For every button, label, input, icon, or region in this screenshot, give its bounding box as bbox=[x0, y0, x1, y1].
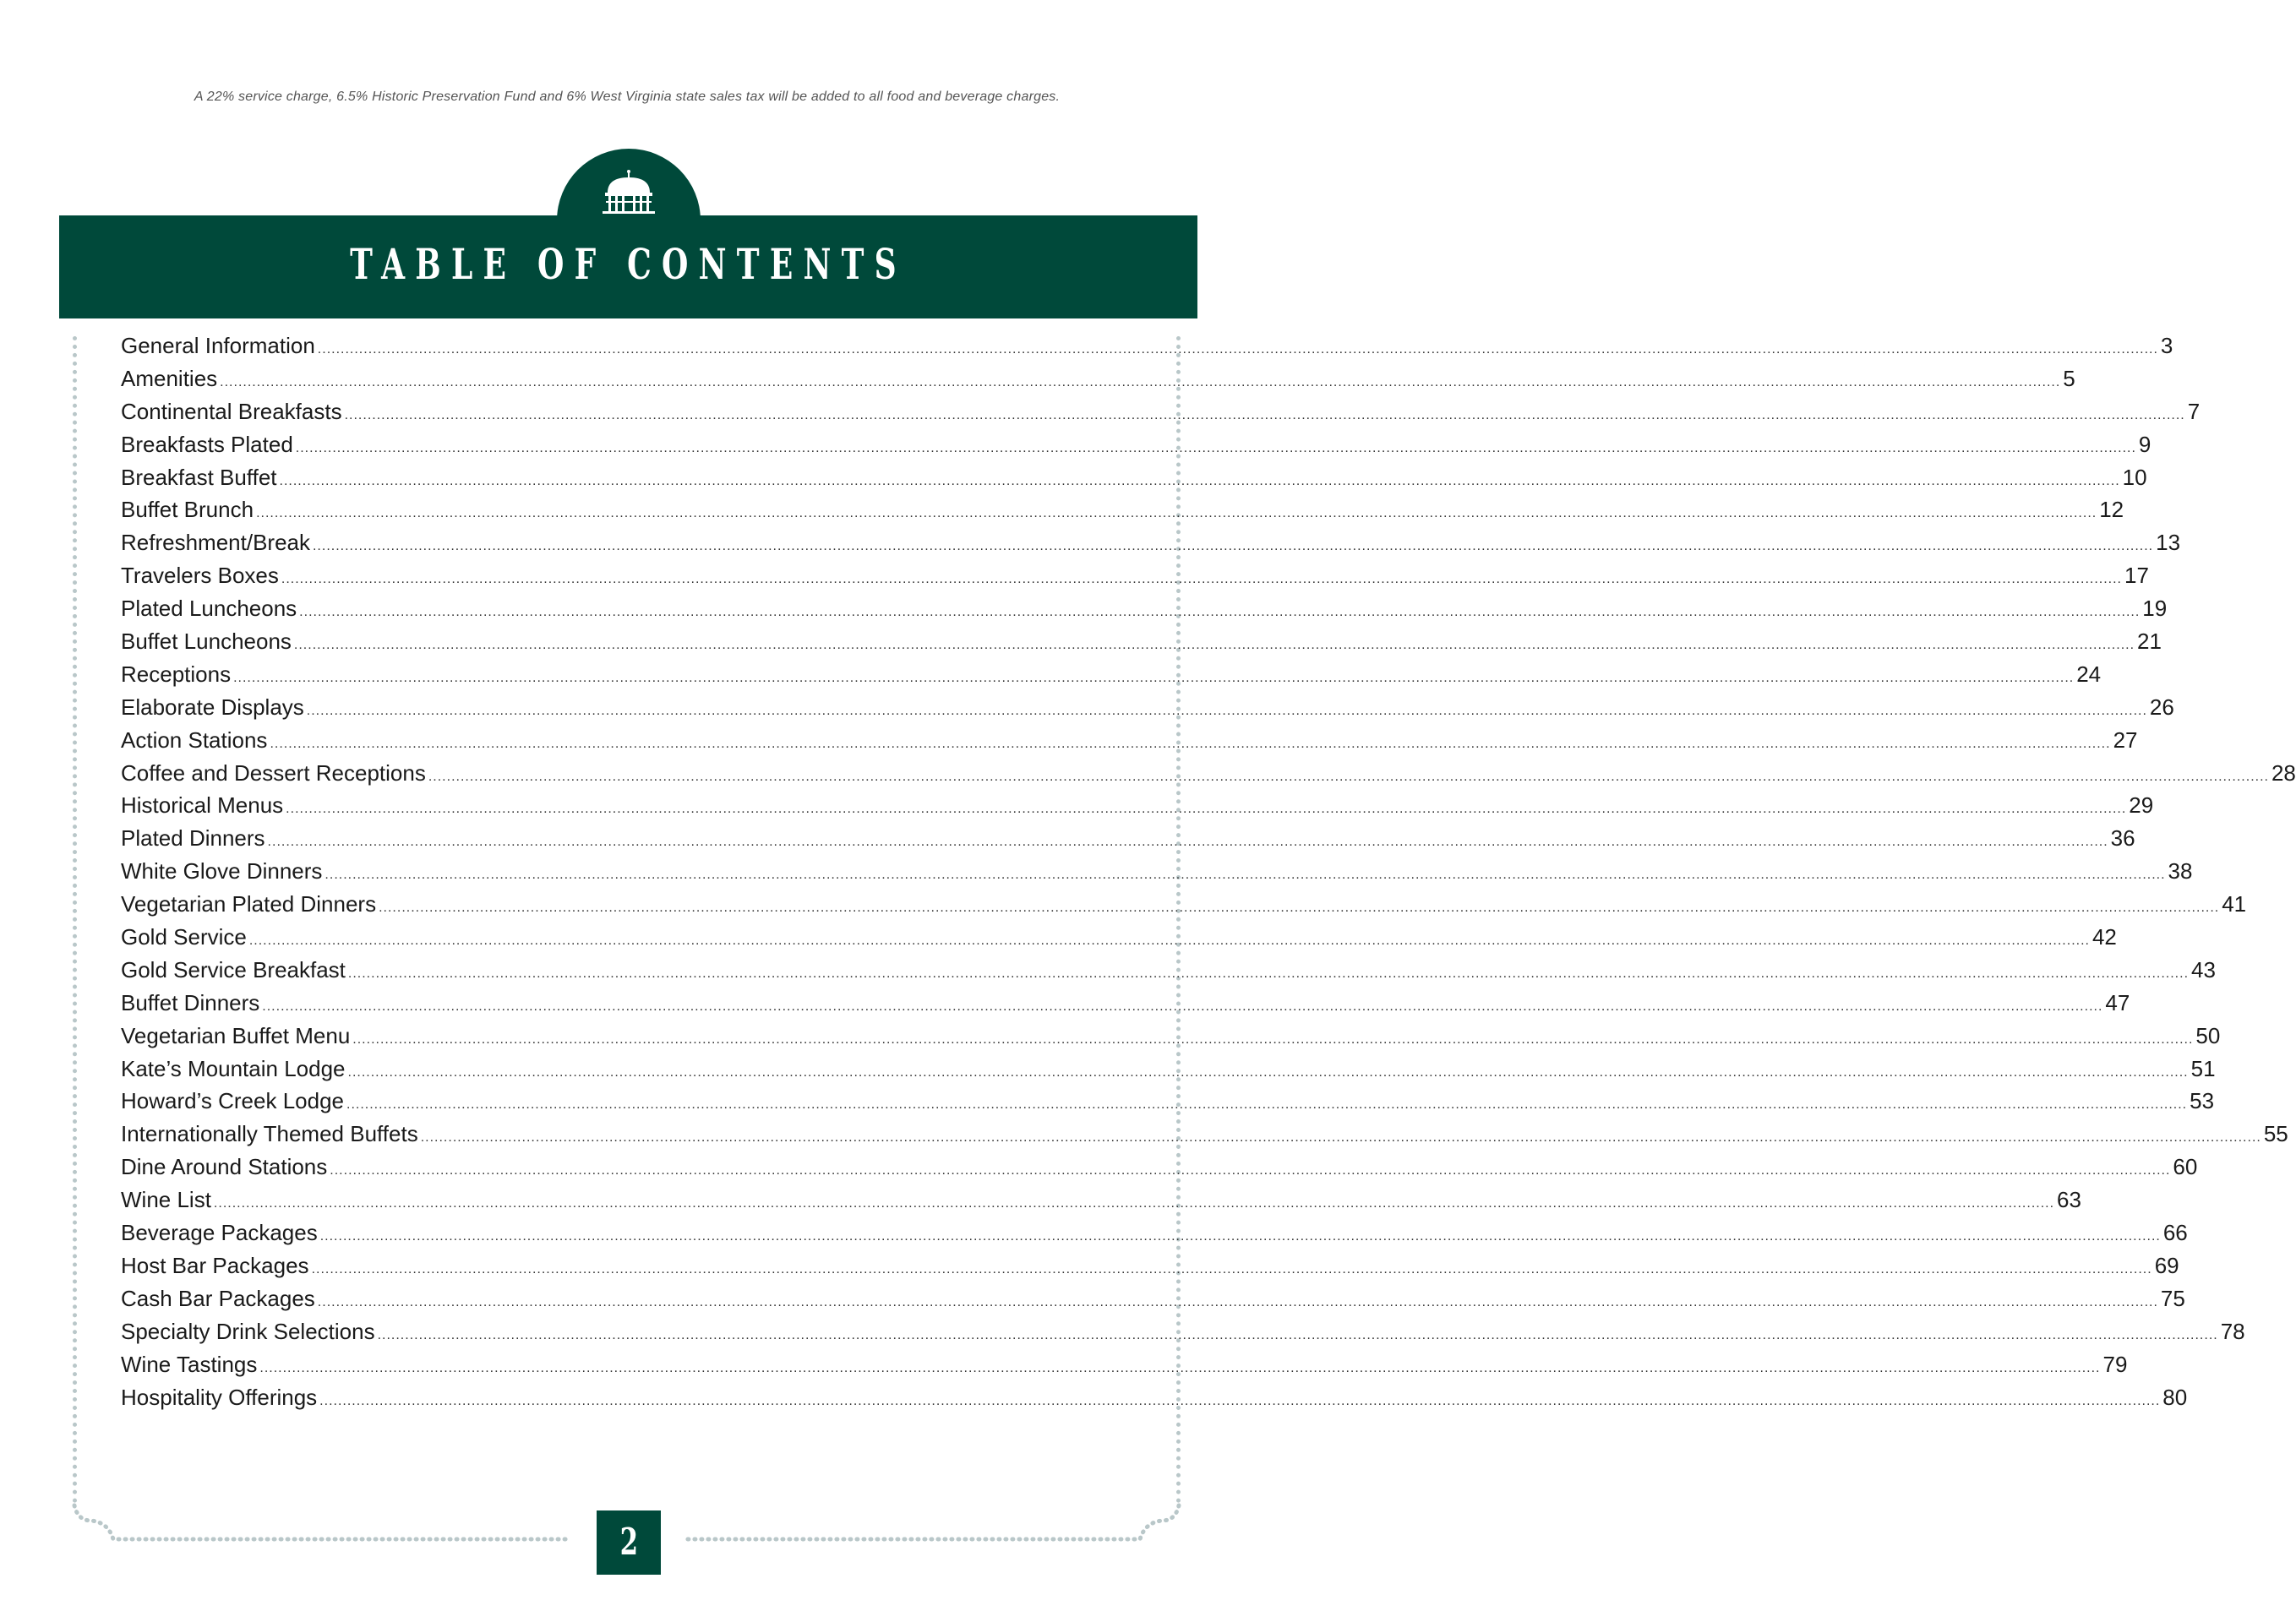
toc-entry[interactable] bbox=[121, 431, 2151, 465]
dot-leader: ................................................................................................................................................................................................................................................................................................................................................................................................................ bbox=[317, 1294, 2158, 1309]
toc-entry[interactable] bbox=[121, 825, 2135, 858]
toc-entry-page: 69 bbox=[2154, 1252, 2179, 1278]
toc-entry[interactable] bbox=[121, 1285, 2185, 1319]
dot-leader: ................................................................................................................................................................................................................................................................................................................................................................................................................ bbox=[346, 1097, 2188, 1113]
dot-leader: ................................................................................................................................................................................................................................................................................................................................................................................................................ bbox=[279, 473, 2120, 488]
dot-leader: ................................................................................................................................................................................................................................................................................................................................................................................................................ bbox=[377, 1327, 2218, 1342]
dot-leader: ................................................................................................................................................................................................................................................................................................................................................................................................................ bbox=[319, 1393, 2161, 1408]
dot-leader: ................................................................................................................................................................................................................................................................................................................................................................................................................ bbox=[256, 506, 2097, 521]
toc-entry-label: Host Bar Packages bbox=[121, 1252, 309, 1278]
toc-entry[interactable] bbox=[121, 1384, 2188, 1418]
dot-leader: ................................................................................................................................................................................................................................................................................................................................................................................................................ bbox=[306, 703, 2147, 718]
toc-entry[interactable] bbox=[121, 792, 2154, 825]
dot-leader: ................................................................................................................................................................................................................................................................................................................................................................................................................ bbox=[262, 999, 2103, 1014]
toc-entry[interactable] bbox=[121, 727, 2138, 760]
toc-entry-page: 79 bbox=[2102, 1351, 2128, 1377]
dot-leader: ................................................................................................................................................................................................................................................................................................................................................................................................................ bbox=[299, 605, 2141, 620]
toc-entry-label: Action Stations bbox=[121, 727, 268, 753]
toc-entry-label: Buffet Luncheons bbox=[121, 629, 292, 655]
toc-entry[interactable] bbox=[121, 1318, 2245, 1352]
table-of-contents bbox=[121, 333, 2296, 1417]
toc-entry-page: 17 bbox=[2124, 563, 2149, 589]
toc-entry-page: 60 bbox=[2173, 1154, 2198, 1180]
toc-entry-page: 38 bbox=[2168, 858, 2193, 884]
toc-entry-page: 5 bbox=[2063, 365, 2075, 391]
toc-entry-label: Historical Menus bbox=[121, 792, 284, 819]
toc-entry-page: 80 bbox=[2162, 1384, 2188, 1410]
toc-entry-page: 51 bbox=[2190, 1055, 2216, 1081]
toc-entry-label: Beverage Packages bbox=[121, 1220, 318, 1246]
toc-entry-label: Coffee and Dessert Receptions bbox=[121, 759, 426, 786]
toc-entry-label: Elaborate Displays bbox=[121, 694, 304, 720]
toc-entry[interactable] bbox=[121, 1220, 2188, 1253]
toc-entry-page: 41 bbox=[2222, 891, 2247, 917]
toc-entry[interactable] bbox=[121, 858, 2193, 891]
gazebo-icon bbox=[591, 169, 667, 221]
toc-entry-page: 27 bbox=[2113, 727, 2138, 753]
toc-entry-page: 3 bbox=[2160, 333, 2173, 358]
toc-entry-page: 63 bbox=[2057, 1187, 2081, 1213]
dot-leader: ................................................................................................................................................................................................................................................................................................................................................................................................................ bbox=[259, 1360, 2101, 1375]
toc-entry[interactable] bbox=[121, 333, 2173, 366]
dot-leader: ................................................................................................................................................................................................................................................................................................................................................................................................................ bbox=[281, 572, 2122, 587]
toc-entry-label: Kate’s Mountain Lodge bbox=[121, 1055, 346, 1081]
dot-leader: ................................................................................................................................................................................................................................................................................................................................................................................................................ bbox=[220, 374, 2061, 389]
toc-entry-label: Vegetarian Plated Dinners bbox=[121, 891, 377, 917]
toc-entry-label: Internationally Themed Buffets bbox=[121, 1121, 418, 1147]
dot-leader: ................................................................................................................................................................................................................................................................................................................................................................................................................ bbox=[352, 1031, 2194, 1047]
toc-entry-label: Breakfasts Plated bbox=[121, 431, 293, 457]
toc-entry-page: 47 bbox=[2105, 989, 2130, 1015]
toc-entry[interactable] bbox=[121, 989, 2130, 1023]
toc-entry-label: Wine List bbox=[121, 1187, 211, 1213]
toc-entry-page: 75 bbox=[2160, 1285, 2185, 1311]
toc-entry[interactable] bbox=[121, 1022, 2221, 1056]
toc-entry[interactable] bbox=[121, 596, 2168, 629]
dot-leader: ................................................................................................................................................................................................................................................................................................................................................................................................................ bbox=[319, 1229, 2161, 1244]
toc-entry-label: Travelers Boxes bbox=[121, 563, 279, 589]
service-charge-notice: A 22% service charge, 6.5% Historic Preservation Fund and 6% West Virginia state sales tax will be added to all food and beverage charges. bbox=[194, 90, 1061, 104]
toc-entry-page: 55 bbox=[2263, 1121, 2288, 1147]
dot-leader: ................................................................................................................................................................................................................................................................................................................................................................................................................ bbox=[312, 539, 2154, 554]
dot-leader: ................................................................................................................................................................................................................................................................................................................................................................................................................ bbox=[270, 736, 2111, 751]
page-number: 2 bbox=[619, 1521, 638, 1564]
toc-entry-page: 10 bbox=[2122, 464, 2147, 490]
toc-entry-label: Breakfast Buffet bbox=[121, 464, 277, 490]
toc-entry-page: 78 bbox=[2220, 1318, 2245, 1344]
toc-entry-label: Plated Dinners bbox=[121, 825, 265, 852]
toc-entry-label: Howard’s Creek Lodge bbox=[121, 1088, 344, 1114]
toc-entry-label: Buffet Brunch bbox=[121, 497, 254, 523]
toc-entry[interactable] bbox=[121, 694, 2174, 727]
toc-entry[interactable] bbox=[121, 398, 2201, 432]
dot-leader: ................................................................................................................................................................................................................................................................................................................................................................................................................ bbox=[286, 802, 2127, 817]
toc-entry-label: Continental Breakfasts bbox=[121, 398, 342, 424]
dot-leader: ................................................................................................................................................................................................................................................................................................................................................................................................................ bbox=[248, 933, 2090, 949]
toc-entry-label: Refreshment/Break bbox=[121, 530, 310, 556]
toc-entry-label: Cash Bar Packages bbox=[121, 1285, 315, 1311]
toc-entry-label: Plated Luncheons bbox=[121, 596, 297, 622]
toc-entry-page: 29 bbox=[2129, 792, 2154, 819]
toc-entry-page: 21 bbox=[2137, 629, 2162, 655]
dot-leader: ................................................................................................................................................................................................................................................................................................................................................................................................................ bbox=[420, 1130, 2261, 1146]
toc-entry-page: 9 bbox=[2138, 431, 2151, 457]
toc-entry-label: Receptions bbox=[121, 661, 232, 687]
toc-entry[interactable] bbox=[121, 365, 2075, 399]
toc-entry-label: Gold Service bbox=[121, 924, 247, 950]
dot-leader: ................................................................................................................................................................................................................................................................................................................................................................................................................ bbox=[428, 769, 2269, 784]
toc-entry-label: Vegetarian Buffet Menu bbox=[121, 1022, 351, 1048]
toc-entry-page: 19 bbox=[2142, 596, 2168, 622]
toc-entry[interactable] bbox=[121, 1088, 2215, 1121]
toc-entry[interactable] bbox=[121, 924, 2117, 957]
page-number-badge bbox=[597, 1510, 661, 1575]
toc-entry[interactable] bbox=[121, 464, 2147, 498]
dot-leader: ................................................................................................................................................................................................................................................................................................................................................................................................................ bbox=[295, 440, 2136, 455]
toc-entry-page: 28 bbox=[2271, 759, 2296, 786]
toc-entry[interactable] bbox=[121, 563, 2149, 596]
toc-entry-page: 24 bbox=[2076, 661, 2102, 687]
page-title: TABLE OF CONTENTS bbox=[350, 239, 907, 289]
toc-entry-label: Buffet Dinners bbox=[121, 989, 260, 1015]
toc-entry-page: 36 bbox=[2110, 825, 2135, 852]
toc-entry-page: 7 bbox=[2187, 398, 2201, 424]
toc-entry-page: 53 bbox=[2190, 1088, 2215, 1114]
dot-leader: ................................................................................................................................................................................................................................................................................................................................................................................................................ bbox=[379, 901, 2220, 916]
toc-entry-page: 26 bbox=[2149, 694, 2174, 720]
toc-entry[interactable] bbox=[121, 1121, 2288, 1154]
dot-leader: ................................................................................................................................................................................................................................................................................................................................................................................................................ bbox=[344, 407, 2185, 422]
toc-entry[interactable] bbox=[121, 956, 2216, 990]
toc-entry[interactable] bbox=[121, 1154, 2198, 1187]
toc-entry[interactable] bbox=[121, 661, 2102, 694]
toc-entry-label: White Glove Dinners bbox=[121, 858, 323, 884]
toc-entry-page: 12 bbox=[2099, 497, 2124, 523]
toc-entry[interactable] bbox=[121, 629, 2162, 661]
toc-entry[interactable] bbox=[121, 759, 2296, 793]
toc-entry-label: Gold Service Breakfast bbox=[121, 956, 346, 982]
toc-entry-label: General Information bbox=[121, 333, 315, 358]
dot-leader: ................................................................................................................................................................................................................................................................................................................................................................................................................ bbox=[233, 670, 2075, 685]
toc-entry-page: 42 bbox=[2091, 924, 2117, 950]
dot-leader: ................................................................................................................................................................................................................................................................................................................................................................................................................ bbox=[324, 868, 2166, 883]
dot-leader: ................................................................................................................................................................................................................................................................................................................................................................................................................ bbox=[311, 1261, 2152, 1276]
toc-entry[interactable] bbox=[121, 1351, 2128, 1385]
dot-leader: ................................................................................................................................................................................................................................................................................................................................................................................................................ bbox=[213, 1196, 2055, 1211]
toc-entry[interactable] bbox=[121, 1187, 2081, 1220]
dot-leader: ................................................................................................................................................................................................................................................................................................................................................................................................................ bbox=[317, 342, 2158, 357]
toc-entry-page: 66 bbox=[2162, 1220, 2188, 1246]
dot-leader: ................................................................................................................................................................................................................................................................................................................................................................................................................ bbox=[293, 638, 2135, 653]
toc-entry[interactable] bbox=[121, 1055, 2216, 1089]
dot-leader: ................................................................................................................................................................................................................................................................................................................................................................................................................ bbox=[347, 966, 2190, 981]
toc-entry-page: 13 bbox=[2156, 530, 2181, 556]
dot-leader: ................................................................................................................................................................................................................................................................................................................................................................................................................ bbox=[267, 835, 2108, 850]
toc-entry-label: Hospitality Offerings bbox=[121, 1384, 318, 1410]
left-dotted-border bbox=[73, 336, 77, 1504]
toc-entry[interactable] bbox=[121, 497, 2124, 530]
dot-leader: ................................................................................................................................................................................................................................................................................................................................................................................................................ bbox=[330, 1163, 2171, 1178]
toc-entry-page: 50 bbox=[2195, 1022, 2221, 1048]
toc-entry[interactable] bbox=[121, 891, 2247, 924]
toc-entry-label: Wine Tastings bbox=[121, 1351, 258, 1377]
toc-entry-label: Amenities bbox=[121, 365, 218, 391]
toc-entry-label: Specialty Drink Selections bbox=[121, 1318, 375, 1344]
toc-entry-page: 43 bbox=[2191, 956, 2216, 982]
toc-entry-label: Dine Around Stations bbox=[121, 1154, 328, 1180]
dot-leader: ................................................................................................................................................................................................................................................................................................................................................................................................................ bbox=[347, 1064, 2189, 1080]
toc-entry[interactable] bbox=[121, 530, 2181, 563]
toc-entry[interactable] bbox=[121, 1252, 2179, 1286]
